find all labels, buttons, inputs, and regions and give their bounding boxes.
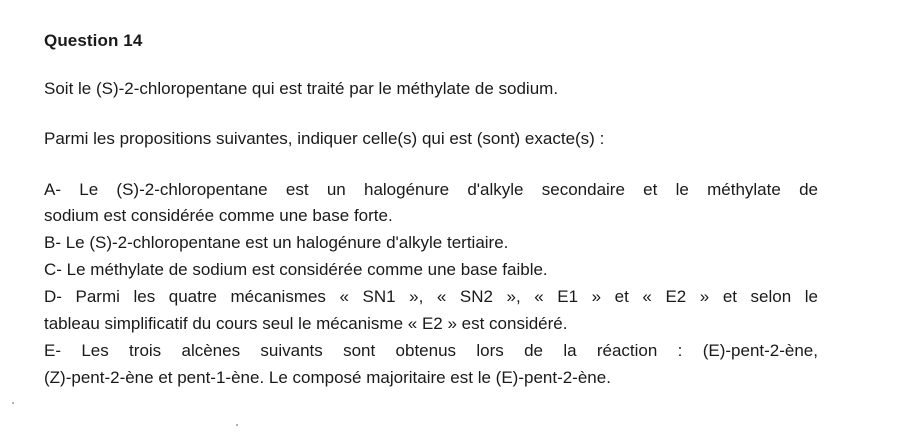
question-title: Question 14: [44, 31, 143, 50]
question-instruction: Parmi les propositions suivantes, indiquer celle(s) qui est (sont) exacte(s) :: [44, 129, 605, 148]
scan-speck: [236, 424, 238, 426]
proposition-c: C- Le méthylate de sodium est considérée comme une base faible.: [44, 260, 548, 279]
proposition-b: B- Le (S)-2-chloropentane est un halogénure d'alkyle tertiaire.: [44, 233, 509, 252]
proposition-a-line-2: sodium est considérée comme une base forte.: [44, 206, 393, 225]
proposition-e-line-2: (Z)-pent-2-ène et pent-1-ène. Le composé majoritaire est le (E)-pent-2-ène.: [44, 368, 611, 387]
scan-speck: [12, 402, 14, 404]
proposition-d-line-1: D- Parmi les quatre mécanismes « SN1 », « SN2 », « E1 » et « E2 » et selon le: [44, 287, 818, 306]
proposition-a-line-1: A- Le (S)-2-chloropentane est un halogénure d'alkyle secondaire et le méthylate de: [44, 180, 818, 199]
proposition-e-line-1: E- Les trois alcènes suivants sont obtenus lors de la réaction : (E)-pent-2-ène,: [44, 341, 818, 360]
question-intro: Soit le (S)-2-chloropentane qui est traité par le méthylate de sodium.: [44, 79, 559, 98]
proposition-d-line-2: tableau simplificatif du cours seul le mécanisme « E2 » est considéré.: [44, 314, 568, 333]
